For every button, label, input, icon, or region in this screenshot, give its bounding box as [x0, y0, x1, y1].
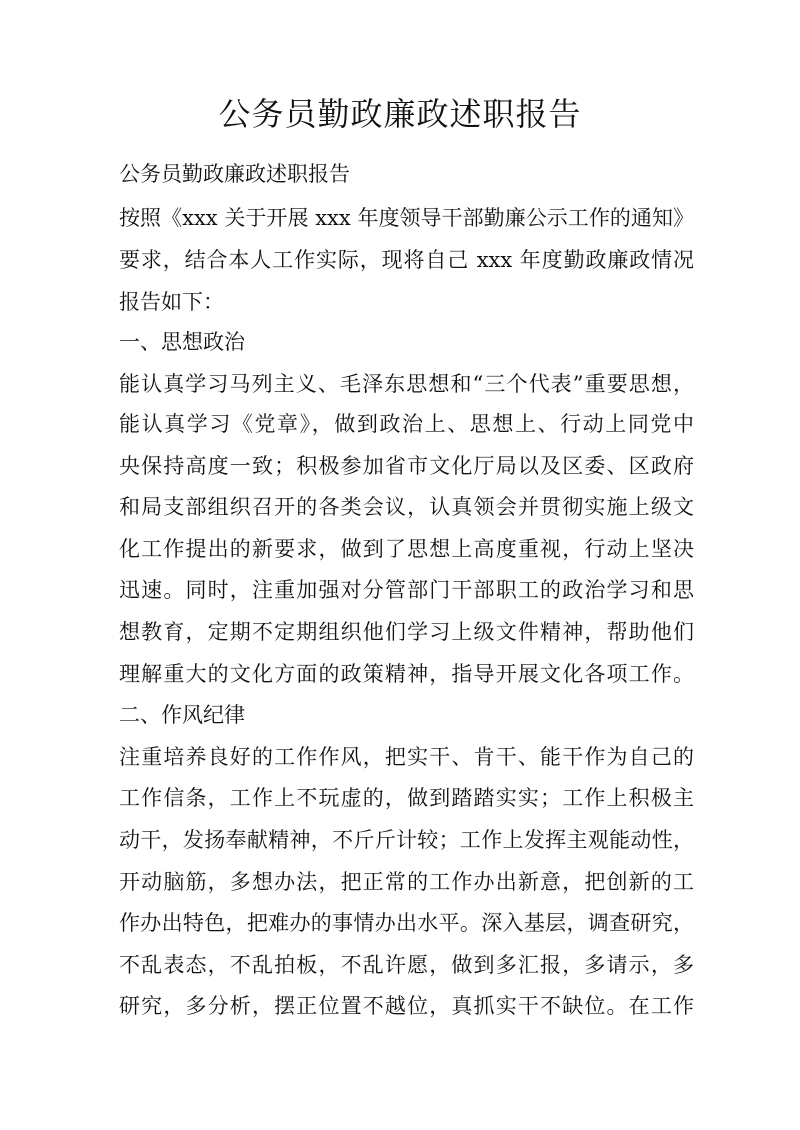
body-line: 和局支部组织召开的各类会议，认真领会并贯彻实施上级文 [119, 495, 694, 519]
body-line: 化工作提出的新要求，做到了思想上高度重视，行动上坚决 [119, 537, 694, 561]
body-line: 能认真学习《党章》，做到政治上、思想上、行动上同党中 [119, 412, 694, 436]
body-line: 按照《xxx 关于开展 xxx 年度领导干部勤廉公示工作的通知》 [119, 206, 694, 230]
body-line: 要求，结合本人工作实际，现将自己 xxx 年度勤政廉政情况 [119, 248, 694, 272]
section-heading: 一、思想政治 [119, 330, 245, 354]
body-line: 研究，多分析，摆正位置不越位，真抓实干不缺位。在工作 [119, 994, 694, 1018]
body-line: 作办出特色，把难办的事情办出水平。深入基层，调查研究， [119, 911, 694, 935]
document-title: 公务员勤政廉政述职报告 [218, 95, 582, 133]
body-line: 不乱表态，不乱拍板，不乱许愿，做到多汇报，多请示，多 [119, 953, 694, 977]
body-line: 迅速。同时，注重加强对分管部门干部职工的政治学习和思 [119, 578, 694, 602]
body-line: 想教育，定期不定期组织他们学习上级文件精神，帮助他们 [119, 620, 694, 644]
body-line: 能认真学习马列主义、毛泽东思想和“三个代表”重要思想， [119, 372, 694, 396]
section-heading: 二、作风纪律 [119, 703, 245, 727]
body-line: 理解重大的文化方面的政策精神，指导开展文化各项工作。 [119, 662, 694, 686]
body-line: 动干，发扬奉献精神，不斤斤计较；工作上发挥主观能动性， [119, 828, 694, 852]
body-line: 注重培养良好的工作作风，把实干、肯干、能干作为自己的 [119, 745, 694, 769]
body-line: 央保持高度一致；积极参加省市文化厅局以及区委、区政府 [119, 454, 694, 478]
body-line: 公务员勤政廉政述职报告 [119, 162, 350, 186]
body-line: 报告如下： [119, 290, 224, 314]
body-line: 工作信条，工作上不玩虚的，做到踏踏实实；工作上积极主 [119, 786, 694, 810]
body-line: 开动脑筋，多想办法，把正常的工作办出新意，把创新的工 [119, 870, 694, 894]
